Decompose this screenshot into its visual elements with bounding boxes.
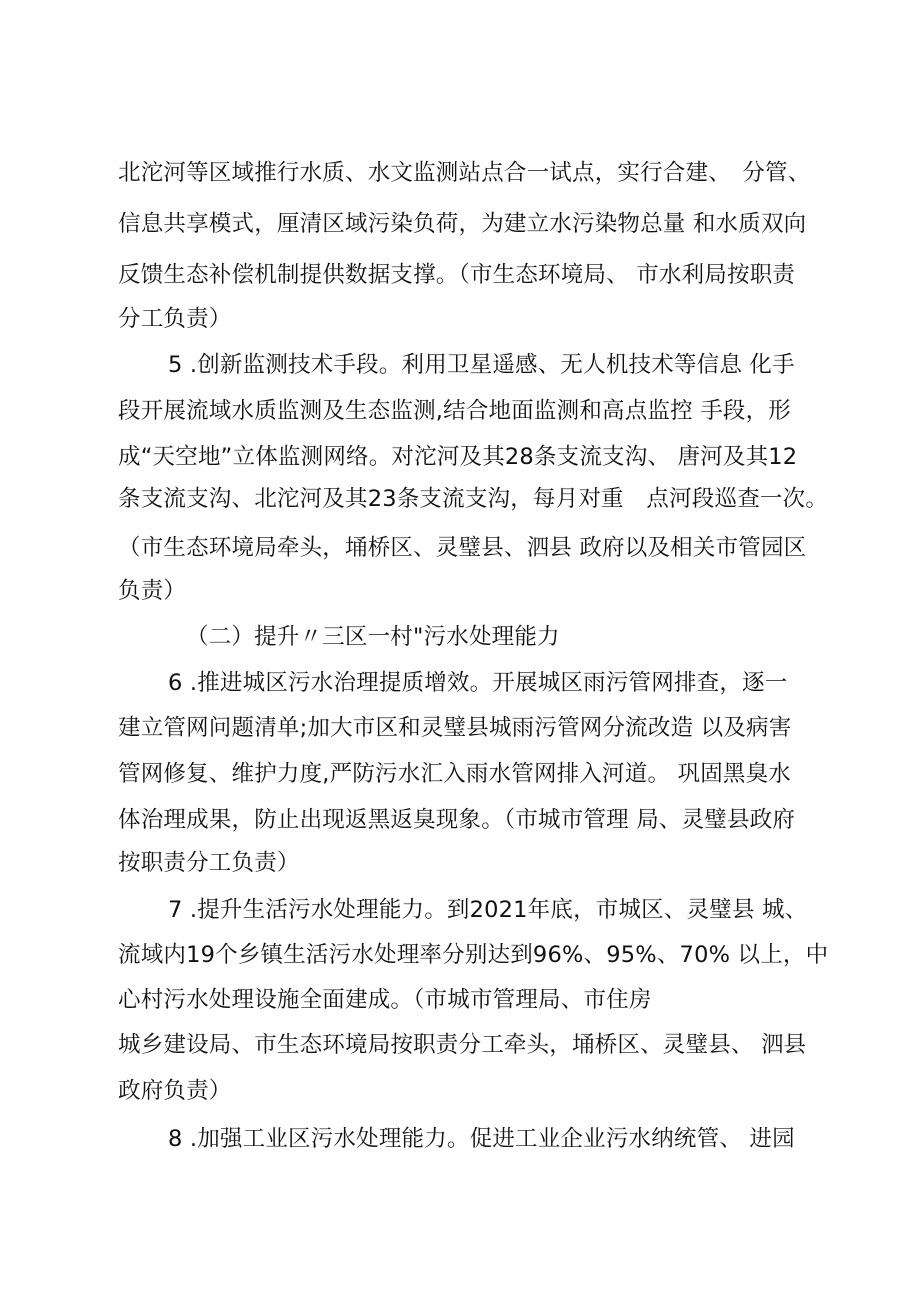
text-line-20: 城乡建设局、市生态环境局按职责分工牵头，埇桥区、灵璧县、 泗县 [118,1032,807,1058]
text-line-2: 信息共享模式，厘清区域污染负荷，为建立水污染物总量 和水质双向 [118,211,807,237]
text-line-22: 8 .加强工业区污水处理能力。促进工业企业污水纳统管、 进园 [168,1126,795,1152]
text-line-6: 段开展流域水质监测及生态监测,结合地面监测和高点监控 手段，形 [118,398,792,424]
text-line-21: 政府负责） [118,1078,232,1104]
text-line-14: 管网修复、维护力度,严防污水汇入雨水管网排入河道。 巩固黑臭水 [118,761,792,787]
text-line-13: 建立管网问题清单;加大市区和灵璧县城雨污管网分流改造 以及病害 [118,715,792,741]
text-line-16: 按职责分工负责） [118,850,300,876]
text-line-5: 5 .创新监测技术手段。利用卫星遥感、无人机技术等信息 化手 [168,352,795,378]
text-line-17: 7 .提升生活污水处理能力。到2021年底，市城区、灵璧县 城、 [168,897,808,923]
text-line-1: 北沱河等区域推行水质、水文监测站点合一试点，实行合建、 分管、 [118,160,811,186]
text-line-7: 成“天空地”立体监测网络。对沱河及其28条支流支沟、 唐河及其12 [118,444,798,470]
text-line-18: 流域内19个乡镇生活污水处理率分别达到96%、95%、70% 以上，中 [118,942,829,968]
text-line-8: 条支流支沟、北沱河及其23条支流支沟，每月对重 点河段巡查一次。 [118,486,829,512]
section-heading: （二）提升〃三区一村"污水处理能力 [186,624,560,650]
text-line-15: 体治理成果，防止出现返黑返臭现象。（市城市管理 局、灵璧县政府 [118,807,796,833]
text-line-3: 反馈生态补偿机制提供数据支撑。（市生态环境局、 市水利局按职责 [118,262,796,288]
text-line-19: 心村污水处理设施全面建成。（市城市管理局、市住房 [118,987,652,1013]
text-line-9: （市生态环境局牵头，埇桥区、灵璧县、泗县 政府以及相关市管园区 [118,535,807,561]
text-line-12: 6 .推进城区污水治理提质增效。开展城区雨污管网排查，逐一 [168,670,788,696]
text-line-10: 负责） [118,578,187,604]
text-line-4: 分工负责） [118,306,232,332]
